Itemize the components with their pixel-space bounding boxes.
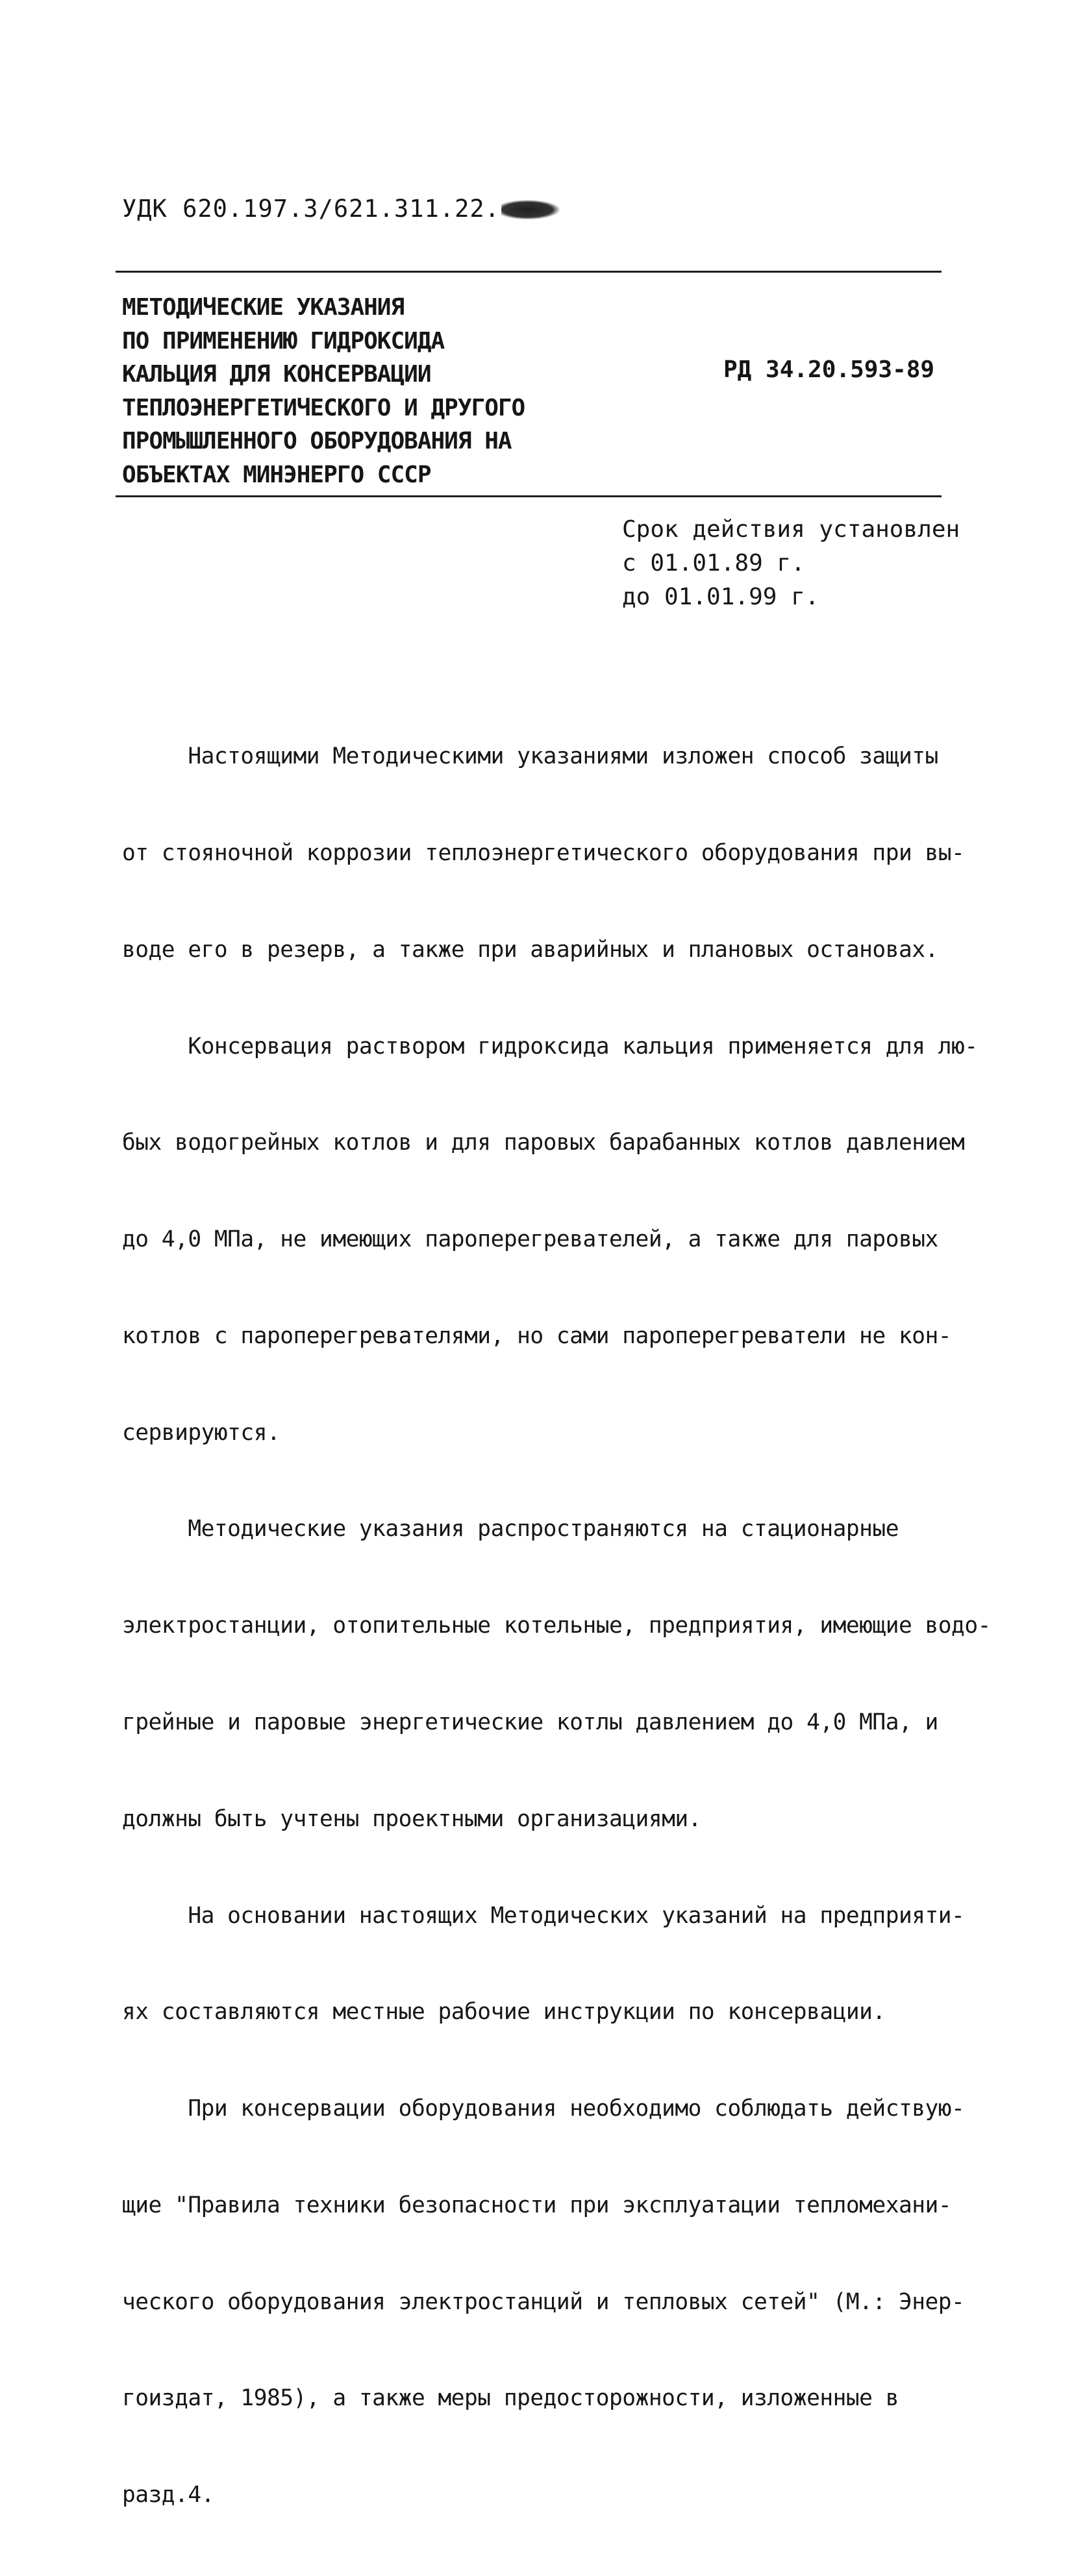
- body-line: до 4,0 МПа, не имеющих пароперегревателей, а также для паровых: [122, 1226, 938, 1253]
- body-line: Методические указания распространяются на стационарные: [122, 1516, 899, 1542]
- body-line: воде его в резерв, а также при аварийных и плановых остановах.: [122, 936, 938, 963]
- body-text: [122, 676, 991, 2576]
- body-line: разд.4.: [122, 2482, 214, 2508]
- body-line: котлов с пароперегревателями, но сами пароперегреватели не кон-: [122, 1322, 952, 1349]
- body-line: должны быть учтены проектными организациями.: [122, 1805, 701, 1832]
- title-line: ПРОМЫШЛЕННОГО ОБОРУДОВАНИЯ НА: [122, 428, 512, 454]
- udk-text: УДК 620.197.3/621.311.22.: [122, 195, 500, 223]
- body-line: ческого оборудования электростанций и тепловых сетей" (М.: Энер-: [122, 2288, 965, 2315]
- document-code: РД 34.20.593-89: [723, 356, 935, 383]
- body-line: ях составляются местные рабочие инструкции по консервации.: [122, 1999, 886, 2025]
- validity-line: с 01.01.89 г.: [622, 550, 805, 576]
- udk-code: [122, 195, 560, 223]
- title-line: ТЕПЛОЭНЕРГЕТИЧЕСКОГО И ДРУГОГО: [122, 394, 525, 421]
- validity-line: до 01.01.99 г.: [622, 584, 819, 610]
- body-line: На основании настоящих Методических указаний на предприяти-: [122, 1902, 965, 1929]
- body-line: Настоящими Методическими указаниями изложен способ защиты: [122, 743, 938, 770]
- validity-block: [622, 513, 960, 614]
- ink-blot: [501, 200, 560, 219]
- body-line: щие "Правила техники безопасности при эксплуатации тепломехани-: [122, 2192, 952, 2218]
- top-divider: [116, 271, 942, 273]
- body-line: Консервация раствором гидроксида кальция применяется для лю-: [122, 1033, 978, 1059]
- body-line: сервируются.: [122, 1419, 281, 1446]
- validity-line: Срок действия установлен: [622, 516, 960, 543]
- body-line: бых водогрейных котлов и для паровых барабанных котлов давлением: [122, 1130, 965, 1156]
- body-line: грейные и паровые энергетические котлы давлением до 4,0 МПа, и: [122, 1709, 938, 1735]
- body-line: гоиздат, 1985), а также меры предосторожности, изложенные в: [122, 2385, 899, 2412]
- title-line: КАЛЬЦИЯ ДЛЯ КОНСЕРВАЦИИ: [122, 361, 431, 388]
- title-line: МЕТОДИЧЕСКИЕ УКАЗАНИЯ: [122, 294, 405, 321]
- document-title: [122, 291, 525, 491]
- title-line: ОБЪЕКТАХ МИНЭНЕРГО СССР: [122, 461, 431, 488]
- body-line: от стояночной коррозии теплоэнергетического оборудования при вы-: [122, 839, 965, 866]
- title-line: ПО ПРИМЕНЕНИЮ ГИДРОКСИДА: [122, 327, 445, 354]
- bottom-divider: [116, 495, 942, 497]
- body-line: При консервации оборудования необходимо соблюдать действую-: [122, 2096, 965, 2122]
- body-line: электростанции, отопительные котельные, предприятия, имеющие водо-: [122, 1613, 991, 1639]
